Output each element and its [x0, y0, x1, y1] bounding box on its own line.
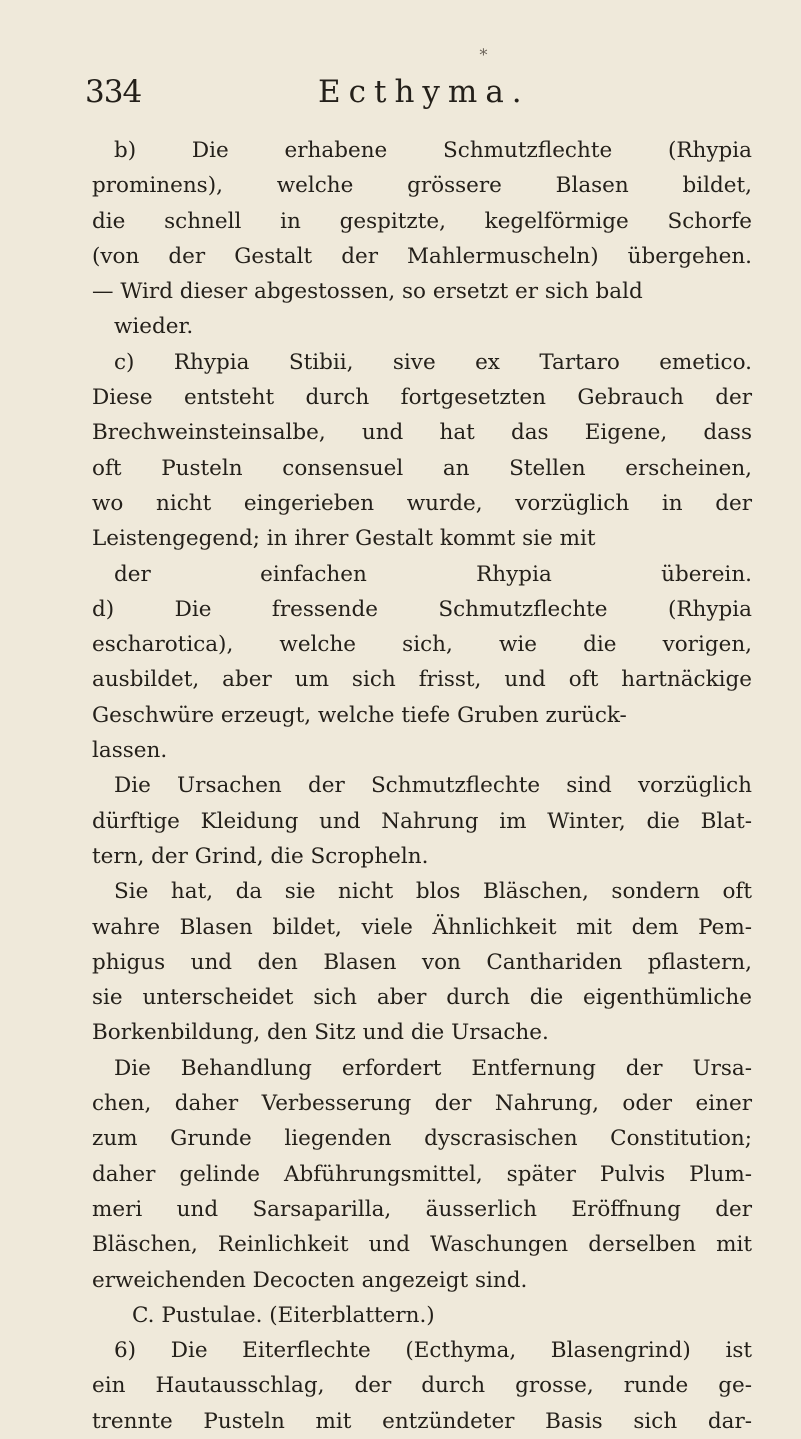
text-line: meri und Sarsaparilla, äusserlich Eröffnung der [92, 1196, 752, 1222]
text-line: d) Die fressende Schmutzflechte (Rhypia [92, 596, 752, 622]
text-line: chen, daher Verbesserung der Nahrung, oder einer [92, 1091, 752, 1117]
text-line: Leistengegend; in ihrer Gestalt kommt sie mit [92, 526, 596, 552]
body-text [92, 133, 752, 1439]
text-line: c) Rhypia Stibii, sive ex Tartaro emetico. [114, 349, 752, 375]
text-line: trennte Pusteln mit entzündeter Basis sich dar- [92, 1408, 752, 1434]
text-line: 6) Die Eiterflechte (Ecthyma, Blasengrind) ist [114, 1338, 752, 1364]
text-line: Sie hat, da sie nicht blos Bläschen, sondern oft [114, 879, 752, 905]
text-line: Die Behandlung erfordert Entfernung der Ursa- [114, 1055, 752, 1081]
text-line: phigus und den Blasen von Canthariden pflastern, [92, 949, 752, 975]
text-line: zum Grunde liegenden dyscrasischen Constitution; [92, 1126, 752, 1152]
text-line: erweichenden Decocten angezeigt sind. [92, 1267, 528, 1293]
text-line: tern, der Grind, die Scropheln. [92, 843, 429, 869]
text-line: b) Die erhabene Schmutzflechte (Rhypia [114, 138, 752, 163]
text-line: (von der Gestalt der Mahlermuscheln) übergehen. [92, 243, 752, 269]
text-line: escharotica), welche sich, wie die vorigen, [92, 632, 752, 658]
text-line: Brechweinsteinsalbe, und hat das Eigene, dass [92, 420, 752, 446]
text-line: Geschwüre erzeugt, welche tiefe Gruben zurück- [92, 702, 627, 728]
running-title: Ecthyma. [318, 74, 530, 110]
page-header [0, 68, 801, 118]
text-line: dürftige Kleidung und Nahrung im Winter, die Blat- [92, 808, 752, 834]
text-line: prominens), welche grössere Blasen bildet, [92, 173, 752, 199]
text-line: daher gelinde Abführungsmittel, später Pulvis Plum- [92, 1161, 752, 1187]
page-number: 334 [85, 74, 142, 110]
text-line: wahre Blasen bildet, viele Ähnlichkeit mit dem Pem- [92, 914, 752, 940]
text-line: Diese entsteht durch fortgesetzten Gebrauch der [92, 385, 752, 411]
text-line: Die Ursachen der Schmutzflechte sind vorzüglich [114, 773, 752, 799]
printer-mark: ∗ [478, 42, 489, 61]
text-line: lassen. [92, 738, 168, 764]
text-line: wieder. [114, 314, 194, 340]
section-heading: C. Pustulae. (Eiterblattern.) [132, 1302, 435, 1328]
text-line: die schnell in gespitzte, kegelförmige Schorfe [92, 208, 752, 234]
text-line: Bläschen, Reinlichkeit und Waschungen derselben mit [92, 1232, 752, 1258]
text-line: — Wird dieser abgestossen, so ersetzt er sich bald [92, 279, 643, 305]
text-line: sie unterscheidet sich aber durch die eigenthümliche [92, 985, 752, 1011]
text-line: der einfachen Rhypia überein. [114, 561, 752, 587]
text-line: ausbildet, aber um sich frisst, und oft hartnäckige [92, 667, 752, 693]
text-line: ein Hautausschlag, der durch grosse, runde ge- [92, 1373, 752, 1399]
text-line: wo nicht eingerieben wurde, vorzüglich in der [92, 490, 752, 516]
text-line: oft Pusteln consensuel an Stellen erscheinen, [92, 455, 752, 481]
text-line: Borkenbildung, den Sitz und die Ursache. [92, 1020, 549, 1046]
